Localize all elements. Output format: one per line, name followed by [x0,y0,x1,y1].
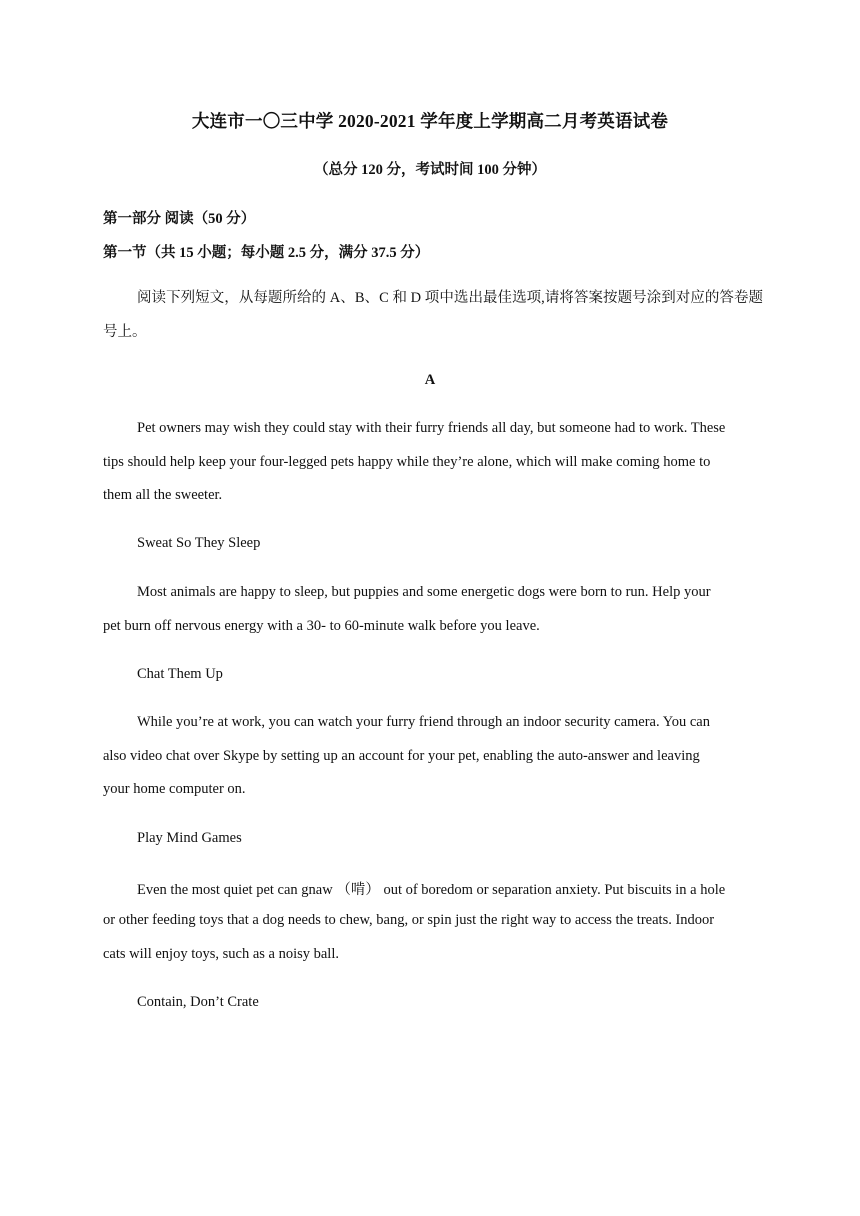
subheading-chat: Chat Them Up [137,666,223,682]
section-heading: 第一节（共 15 小题；每小题 2.5 分，满分 37.5 分） [103,245,430,261]
passage-line: your home computer on. [103,781,246,797]
passage-line: pet burn off nervous energy with a 30- to 60-minute walk before you leave. [103,618,540,634]
passage-label: A [424,372,436,388]
passage-line: cats will enjoy toys, such as a noisy ball. [103,946,339,962]
passage-line: Even the most quiet pet can gnaw （啃） out of boredom or separation anxiety. Put biscuits in a hole [137,882,726,898]
subheading-mind-games: Play Mind Games [137,830,242,846]
instructions-text: 阅读下列短文，从每题所给的 A、B、C 和 D 项中选出最佳选项,请将答案按题号涂到对应的答卷题号上。 [103,290,763,340]
passage-line: Pet owners may wish they could stay with their furry friends all day, but someone had to work. These [137,420,726,436]
passage-line: Most animals are happy to sleep, but puppies and some energetic dogs were born to run. Help your [137,584,711,600]
subheading-contain: Contain, Don’t Crate [137,994,259,1010]
exam-title: 大连市一〇三中学 2020-2021 学年度上学期高二月考英语试卷 [191,111,669,131]
passage-line: them all the sweeter. [103,487,223,503]
passage-line: tips should help keep your four-legged pets happy while they’re alone, which will make coming home to [103,454,711,470]
passage-line: also video chat over Skype by setting up an account for your pet, enabling the auto-answer and leaving [103,748,700,764]
passage-line: or other feeding toys that a dog needs to chew, bang, or spin just the right way to access the treats. Indoor [103,912,715,928]
part-heading: 第一部分 阅读（50 分） [103,211,256,227]
passage-line: While you’re at work, you can watch your furry friend through an indoor security camera. You can [137,714,710,730]
exam-subtitle: （总分 120 分，考试时间 100 分钟） [314,162,546,178]
subheading-sweat: Sweat So They Sleep [137,535,261,551]
